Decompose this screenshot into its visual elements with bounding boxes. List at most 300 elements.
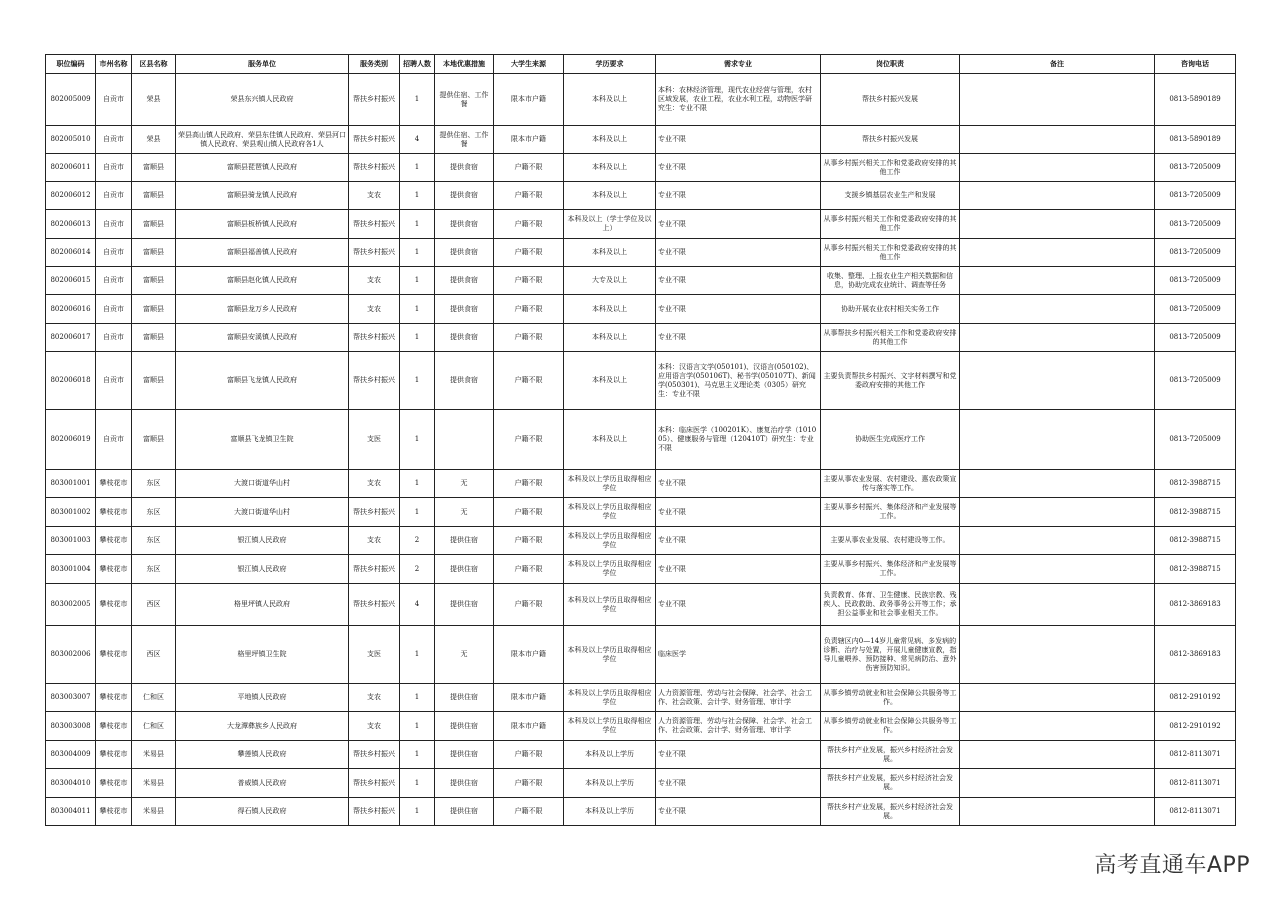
table-cell: 帮扶乡村振兴发展: [821, 74, 960, 126]
table-cell: 帮扶乡村产业发展，振兴乡村经济社会发展。: [821, 769, 960, 798]
table-cell: 提供食宿: [435, 295, 494, 324]
table-cell: 支医: [349, 410, 400, 470]
table-cell: 专业不限: [656, 498, 821, 527]
table-cell: 限本市户籍: [494, 626, 564, 684]
table-cell: 帮扶乡村振兴: [349, 498, 400, 527]
table-cell: 1: [400, 741, 435, 769]
table-cell: 0812-3869183: [1155, 584, 1236, 626]
table-cell: 帮扶乡村振兴: [349, 798, 400, 826]
table-cell: 0812-8113071: [1155, 741, 1236, 769]
table-row: [46, 324, 1236, 352]
table-cell: 提供食宿: [435, 352, 494, 410]
table-cell: 自贡市: [96, 154, 132, 182]
table-row: [46, 584, 1236, 626]
table-cell: 从事乡村振兴相关工作和党委政府安排的其他工作: [821, 154, 960, 182]
table-cell: 富顺县: [132, 154, 176, 182]
table-cell: 1: [400, 470, 435, 498]
table-cell: 专业不限: [656, 470, 821, 498]
table-cell: 自贡市: [96, 267, 132, 295]
table-cell: 提供住宿: [435, 684, 494, 712]
table-cell: 提供食宿: [435, 210, 494, 239]
table-cell: 0812-2910192: [1155, 712, 1236, 741]
table-cell: 提供住宿: [435, 741, 494, 769]
table-cell: [960, 798, 1155, 826]
table-cell: 1: [400, 410, 435, 470]
table-cell: 803003007: [46, 684, 96, 712]
table-cell: 1: [400, 239, 435, 267]
header-row: [46, 55, 1236, 74]
table-cell: 格里坪镇人民政府: [176, 584, 349, 626]
header-cell: 岗位职责: [821, 55, 960, 74]
header-cell: 服务单位: [176, 55, 349, 74]
table-cell: 富顺县: [132, 239, 176, 267]
table-cell: 提供食宿: [435, 324, 494, 352]
table-cell: 本科及以上学历: [564, 769, 656, 798]
table-cell: 富顺县: [132, 182, 176, 210]
table-cell: 专业不限: [656, 584, 821, 626]
table-cell: 本科及以上学历: [564, 741, 656, 769]
table-cell: 自贡市: [96, 352, 132, 410]
header-cell: 招聘人数: [400, 55, 435, 74]
table-cell: 攀枝花市: [96, 741, 132, 769]
table-cell: 自贡市: [96, 295, 132, 324]
table-cell: 户籍不限: [494, 295, 564, 324]
table-cell: 帮扶乡村振兴: [349, 324, 400, 352]
table-cell: 2: [400, 527, 435, 555]
table-cell: 0813-7205009: [1155, 295, 1236, 324]
table-cell: 帮扶乡村振兴: [349, 239, 400, 267]
table-cell: 1: [400, 154, 435, 182]
table-cell: 户籍不限: [494, 741, 564, 769]
table-cell: 格里坪镇卫生院: [176, 626, 349, 684]
table-cell: 自贡市: [96, 74, 132, 126]
table-row: [46, 182, 1236, 210]
table-cell: 0812-3988715: [1155, 498, 1236, 527]
table-cell: 803001003: [46, 527, 96, 555]
table-cell: 户籍不限: [494, 527, 564, 555]
table-cell: 支农: [349, 527, 400, 555]
table-cell: 0813-7205009: [1155, 410, 1236, 470]
table-cell: 从事帮扶乡村振兴相关工作和党委政府安排的其他工作: [821, 324, 960, 352]
table-cell: [960, 712, 1155, 741]
table-row: [46, 239, 1236, 267]
header-cell: 职位编码: [46, 55, 96, 74]
table-cell: 帮扶乡村振兴: [349, 352, 400, 410]
table-cell: 自贡市: [96, 126, 132, 154]
table-cell: [960, 239, 1155, 267]
table-cell: 大龙潭彝族乡人民政府: [176, 712, 349, 741]
table-cell: 富顺县琵琶镇人民政府: [176, 154, 349, 182]
table-cell: 攀枝花市: [96, 712, 132, 741]
table-cell: [960, 352, 1155, 410]
table-cell: 专业不限: [656, 798, 821, 826]
table-cell: 802006017: [46, 324, 96, 352]
table-row: [46, 498, 1236, 527]
table-cell: [960, 410, 1155, 470]
table-cell: 荣县: [132, 74, 176, 126]
table-cell: 802006012: [46, 182, 96, 210]
table-cell: 提供食宿: [435, 182, 494, 210]
table-cell: 主要从事农业发展、农村建设等工作。: [821, 527, 960, 555]
table-cell: 攀枝花市: [96, 470, 132, 498]
table-cell: 803001001: [46, 470, 96, 498]
table-cell: [960, 498, 1155, 527]
table-cell: 803002005: [46, 584, 96, 626]
table-cell: 本科：汉语言文学(050101)、汉语言(050102)、应用语言学(050106T)、秘书学(050107T)、新闻学(050301)、马克思主义理论类（0305）研究生：专业不限: [656, 352, 821, 410]
table-cell: 提供住宿: [435, 798, 494, 826]
table-cell: 0813-7205009: [1155, 239, 1236, 267]
table-cell: 本科及以上: [564, 352, 656, 410]
table-cell: 户籍不限: [494, 239, 564, 267]
watermark-text: 高考直通车APP: [1094, 853, 1250, 878]
table-cell: 本科及以上: [564, 295, 656, 324]
table-cell: 支农: [349, 684, 400, 712]
table-cell: 2: [400, 555, 435, 584]
table-cell: [960, 267, 1155, 295]
table-cell: 从事乡村振兴相关工作和党委政府安排的其他工作: [821, 239, 960, 267]
table-cell: 大渡口街道华山村: [176, 498, 349, 527]
table-row: [46, 741, 1236, 769]
table-cell: [435, 410, 494, 470]
table-row: [46, 769, 1236, 798]
table-cell: 802006011: [46, 154, 96, 182]
table-cell: 0812-3988715: [1155, 470, 1236, 498]
table-cell: 限本市户籍: [494, 684, 564, 712]
table-cell: 专业不限: [656, 182, 821, 210]
table-cell: 仁和区: [132, 712, 176, 741]
table-row: [46, 555, 1236, 584]
table-cell: 富顺县赵化镇人民政府: [176, 267, 349, 295]
table-cell: 富顺县福善镇人民政府: [176, 239, 349, 267]
table-cell: 自贡市: [96, 410, 132, 470]
table-cell: [960, 684, 1155, 712]
table-cell: 803001002: [46, 498, 96, 527]
table-cell: 本科：临床医学（100201K）、康复治疗学（101005）、健康服务与管理（120410T）研究生：专业不限: [656, 410, 821, 470]
table-cell: 富顺县: [132, 210, 176, 239]
header-cell: 学历要求: [564, 55, 656, 74]
header-cell: 市州名称: [96, 55, 132, 74]
table-cell: 富顺县骑龙镇人民政府: [176, 182, 349, 210]
table-cell: 自贡市: [96, 210, 132, 239]
table-cell: 富顺县: [132, 352, 176, 410]
table-cell: 0813-7205009: [1155, 182, 1236, 210]
table-cell: 支农: [349, 470, 400, 498]
table-cell: 攀枝花市: [96, 769, 132, 798]
table-cell: 0813-7205009: [1155, 210, 1236, 239]
table-cell: 户籍不限: [494, 555, 564, 584]
table-cell: 限本市户籍: [494, 712, 564, 741]
table-cell: 攀枝花市: [96, 498, 132, 527]
table-body: [46, 74, 1236, 826]
table-cell: 米易县: [132, 741, 176, 769]
table-cell: 本科及以上学历: [564, 798, 656, 826]
table-cell: 0812-3988715: [1155, 527, 1236, 555]
table-cell: 803004010: [46, 769, 96, 798]
table-cell: [960, 584, 1155, 626]
table-cell: 0813-7205009: [1155, 352, 1236, 410]
table-cell: 本科及以上: [564, 239, 656, 267]
table-cell: 户籍不限: [494, 324, 564, 352]
table-cell: 提供住宿: [435, 584, 494, 626]
header-cell: 咨询电话: [1155, 55, 1236, 74]
table-cell: 帮扶乡村振兴: [349, 126, 400, 154]
table-cell: 支农: [349, 712, 400, 741]
table-cell: 本科及以上学历且取得相应学位: [564, 527, 656, 555]
table-cell: 主要从事乡村振兴、集体经济和产业发展等工作。: [821, 498, 960, 527]
table-cell: 专业不限: [656, 741, 821, 769]
table-cell: [960, 470, 1155, 498]
table-cell: 803001004: [46, 555, 96, 584]
header-cell: 需求专业: [656, 55, 821, 74]
table-cell: 收集、整理、上报农业生产相关数据和信息，协助完成农业统计、调查等任务: [821, 267, 960, 295]
table-cell: 富顺县: [132, 267, 176, 295]
table-cell: 米易县: [132, 769, 176, 798]
table-row: [46, 210, 1236, 239]
table-cell: 户籍不限: [494, 498, 564, 527]
table-cell: 1: [400, 295, 435, 324]
table-cell: 限本市户籍: [494, 74, 564, 126]
table-cell: 负责辖区内0—14岁儿童常见病、多发病的诊断、治疗与处置，开展儿童健康宣教，指导儿童喂养、预防接种、常见病防治、意外伤害预防知识。: [821, 626, 960, 684]
table-cell: 803004009: [46, 741, 96, 769]
table-cell: 帮扶乡村产业发展，振兴乡村经济社会发展。: [821, 798, 960, 826]
table-cell: 1: [400, 769, 435, 798]
table-row: [46, 626, 1236, 684]
table-cell: 1: [400, 267, 435, 295]
table-cell: 户籍不限: [494, 352, 564, 410]
table-cell: 银江镇人民政府: [176, 527, 349, 555]
table-cell: 支农: [349, 182, 400, 210]
table-cell: 荣县东兴镇人民政府: [176, 74, 349, 126]
table-row: [46, 74, 1236, 126]
table-cell: 东区: [132, 470, 176, 498]
table-cell: 本科及以上: [564, 126, 656, 154]
table-cell: 提供食宿: [435, 239, 494, 267]
table-cell: 803003008: [46, 712, 96, 741]
table-cell: 帮扶乡村振兴: [349, 584, 400, 626]
table-cell: 802006018: [46, 352, 96, 410]
table-cell: 1: [400, 498, 435, 527]
table-cell: 802006015: [46, 267, 96, 295]
table-cell: 本科及以上: [564, 324, 656, 352]
table-cell: 支医: [349, 626, 400, 684]
table-cell: 银江镇人民政府: [176, 555, 349, 584]
table-cell: 户籍不限: [494, 798, 564, 826]
table-cell: 提供住宿: [435, 527, 494, 555]
table-cell: 无: [435, 626, 494, 684]
table-cell: 803004011: [46, 798, 96, 826]
table-cell: 1: [400, 182, 435, 210]
table-cell: 东区: [132, 527, 176, 555]
table-cell: 提供住宿: [435, 769, 494, 798]
table-cell: 1: [400, 74, 435, 126]
table-cell: 专业不限: [656, 239, 821, 267]
header-cell: 本地优惠措施: [435, 55, 494, 74]
table-cell: 攀莲镇人民政府: [176, 741, 349, 769]
table-cell: 提供住宿: [435, 555, 494, 584]
table-cell: 负责教育、体育、卫生健康、民族宗教、残疾人、民政救助、政务事务公开等工作；承担公益事业和社会事业相关工作。: [821, 584, 960, 626]
table-cell: 富顺县龙万乡人民政府: [176, 295, 349, 324]
table-cell: [960, 324, 1155, 352]
table-cell: 帮扶乡村振兴: [349, 769, 400, 798]
table-cell: 主要从事农业发展、农村建设、惠农政策宣传与落实等工作。: [821, 470, 960, 498]
table-cell: 0813-7205009: [1155, 324, 1236, 352]
table-row: [46, 126, 1236, 154]
table-cell: 提供住宿、工作餐: [435, 126, 494, 154]
table-cell: 临床医学: [656, 626, 821, 684]
table-cell: 0812-3988715: [1155, 555, 1236, 584]
table-cell: 802006016: [46, 295, 96, 324]
table-cell: 0813-7205009: [1155, 154, 1236, 182]
table-cell: 支农: [349, 295, 400, 324]
table-cell: 仁和区: [132, 684, 176, 712]
table-row: [46, 684, 1236, 712]
table-cell: 1: [400, 626, 435, 684]
table-cell: 攀枝花市: [96, 527, 132, 555]
table-cell: 支农: [349, 267, 400, 295]
table-row: [46, 410, 1236, 470]
table-cell: 提供食宿: [435, 154, 494, 182]
table-cell: 东区: [132, 498, 176, 527]
table-cell: 1: [400, 712, 435, 741]
table-cell: 本科及以上学历且取得相应学位: [564, 626, 656, 684]
table-cell: 富顺县飞龙镇卫生院: [176, 410, 349, 470]
table-cell: 户籍不限: [494, 267, 564, 295]
table-cell: 本科及以上学历且取得相应学位: [564, 555, 656, 584]
table-cell: 1: [400, 210, 435, 239]
table-cell: 从事乡村振兴相关工作和党委政府安排的其他工作: [821, 210, 960, 239]
table-cell: 专业不限: [656, 527, 821, 555]
table-cell: [960, 741, 1155, 769]
table-cell: 户籍不限: [494, 410, 564, 470]
table-cell: 户籍不限: [494, 584, 564, 626]
table-cell: 4: [400, 584, 435, 626]
table-cell: 攀枝花市: [96, 555, 132, 584]
table-cell: 帮扶乡村产业发展，振兴乡村经济社会发展。: [821, 741, 960, 769]
table-cell: 户籍不限: [494, 470, 564, 498]
table-cell: 专业不限: [656, 324, 821, 352]
table-cell: 普威镇人民政府: [176, 769, 349, 798]
table-cell: 本科及以上: [564, 154, 656, 182]
table-cell: 限本市户籍: [494, 126, 564, 154]
table-cell: 0813-5890189: [1155, 126, 1236, 154]
table-cell: 帮扶乡村振兴: [349, 555, 400, 584]
table-cell: 西区: [132, 584, 176, 626]
table-cell: 主要从事乡村振兴、集体经济和产业发展等工作。: [821, 555, 960, 584]
table-cell: 1: [400, 324, 435, 352]
header-cell: 服务类别: [349, 55, 400, 74]
table-cell: 协助开展农业农村相关实务工作: [821, 295, 960, 324]
table-cell: 攀枝花市: [96, 684, 132, 712]
table-cell: 1: [400, 352, 435, 410]
table-cell: 荣县: [132, 126, 176, 154]
table-row: [46, 154, 1236, 182]
table-cell: 帮扶乡村振兴: [349, 74, 400, 126]
table-cell: 本科及以上学历且取得相应学位: [564, 470, 656, 498]
table-cell: [960, 555, 1155, 584]
table-cell: 户籍不限: [494, 210, 564, 239]
table-cell: 0812-8113071: [1155, 769, 1236, 798]
table-cell: 富顺县飞龙镇人民政府: [176, 352, 349, 410]
table-row: [46, 352, 1236, 410]
table-row: [46, 295, 1236, 324]
table-cell: 本科及以上: [564, 74, 656, 126]
table-cell: 802006014: [46, 239, 96, 267]
table-cell: 人力资源管理、劳动与社会保障、社会学、社会工作、社会政策、会计学、财务管理、审计学: [656, 684, 821, 712]
table-cell: 专业不限: [656, 295, 821, 324]
table-cell: 803002006: [46, 626, 96, 684]
table-cell: 专业不限: [656, 210, 821, 239]
table-cell: 本科及以上（学士学位及以上）: [564, 210, 656, 239]
table-cell: 802006013: [46, 210, 96, 239]
table-cell: 提供住宿: [435, 712, 494, 741]
recruitment-table: [45, 54, 1236, 826]
table-cell: 富顺县: [132, 410, 176, 470]
table-cell: 协助医生完成医疗工作: [821, 410, 960, 470]
table-cell: 支援乡镇基层农业生产和发展: [821, 182, 960, 210]
table-cell: 帮扶乡村振兴发展: [821, 126, 960, 154]
table-cell: 4: [400, 126, 435, 154]
header-cell: 备注: [960, 55, 1155, 74]
table-cell: 0813-7205009: [1155, 267, 1236, 295]
table-cell: 富顺县: [132, 324, 176, 352]
table-cell: 专业不限: [656, 267, 821, 295]
table-row: [46, 470, 1236, 498]
table-cell: [960, 210, 1155, 239]
table-cell: 0812-2910192: [1155, 684, 1236, 712]
table-cell: [960, 527, 1155, 555]
header-cell: 区县名称: [132, 55, 176, 74]
table-row: [46, 712, 1236, 741]
table-cell: [960, 74, 1155, 126]
table-cell: 户籍不限: [494, 769, 564, 798]
table-cell: 自贡市: [96, 182, 132, 210]
table-cell: 本科及以上: [564, 182, 656, 210]
table-cell: 帮扶乡村振兴: [349, 210, 400, 239]
table-cell: 1: [400, 684, 435, 712]
table-cell: 自贡市: [96, 239, 132, 267]
table-cell: 荣县高山镇人民政府、荣县东佳镇人民政府、荣县河口镇人民政府、荣县观山镇人民政府各1人: [176, 126, 349, 154]
table-row: [46, 267, 1236, 295]
table-cell: 东区: [132, 555, 176, 584]
table-cell: [960, 154, 1155, 182]
table-cell: 帮扶乡村振兴: [349, 741, 400, 769]
table-cell: 富顺县: [132, 295, 176, 324]
table-cell: 得石镇人民政府: [176, 798, 349, 826]
table-cell: [960, 295, 1155, 324]
table-cell: 攀枝花市: [96, 584, 132, 626]
table-cell: 自贡市: [96, 324, 132, 352]
table-cell: 富顺县安溪镇人民政府: [176, 324, 349, 352]
table-cell: [960, 126, 1155, 154]
table-cell: 本科及以上学历且取得相应学位: [564, 498, 656, 527]
table-cell: 专业不限: [656, 555, 821, 584]
table-cell: 802005009: [46, 74, 96, 126]
table-cell: 富顺县板桥镇人民政府: [176, 210, 349, 239]
table-cell: 本科及以上学历且取得相应学位: [564, 712, 656, 741]
table-cell: 1: [400, 798, 435, 826]
table-cell: 无: [435, 498, 494, 527]
table-cell: 户籍不限: [494, 154, 564, 182]
table-cell: 从事乡镇劳动就业和社会保障公共服务等工作。: [821, 684, 960, 712]
table-row: [46, 527, 1236, 555]
table-cell: 无: [435, 470, 494, 498]
table-cell: 大专及以上: [564, 267, 656, 295]
table-cell: 户籍不限: [494, 182, 564, 210]
table-cell: 主要负责帮扶乡村振兴、文字材料撰写和党委政府安排的其他工作: [821, 352, 960, 410]
table-cell: 802005010: [46, 126, 96, 154]
table-cell: 西区: [132, 626, 176, 684]
table-cell: 提供住宿、工作餐: [435, 74, 494, 126]
